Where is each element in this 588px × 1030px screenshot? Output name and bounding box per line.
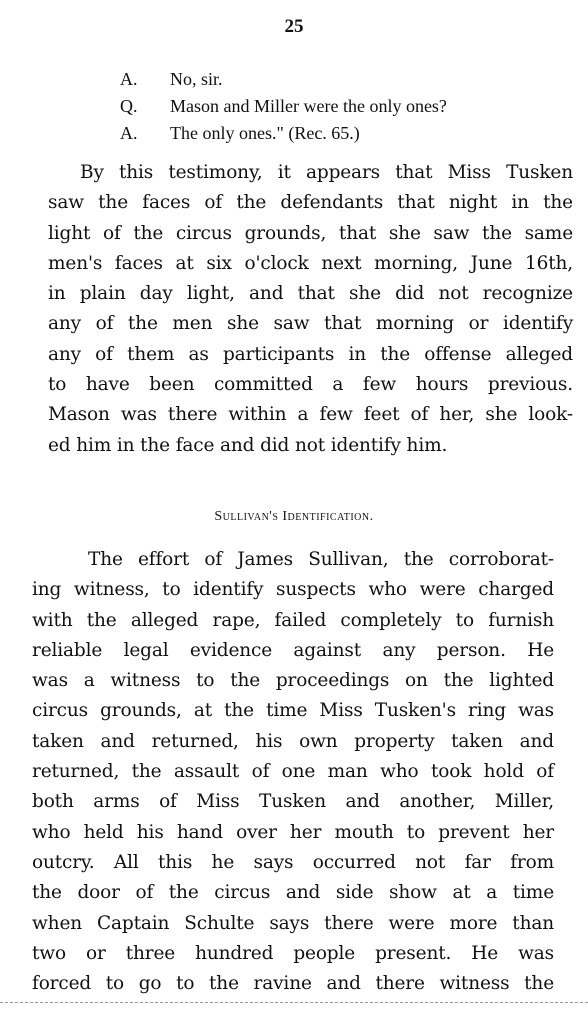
paragraph-line: with the alleged rape, failed completely to furnish	[32, 609, 554, 631]
paragraph-line: The effort of James Sullivan, the corroborat-	[88, 549, 554, 570]
speaker-label: A.	[120, 69, 138, 89]
paragraph-line: to have been committed a few hours previous.	[48, 374, 573, 396]
paragraph-line: was a witness to the proceedings on the lighted	[32, 670, 554, 692]
paragraph-line: in plain day light, and that she did not recognize	[48, 283, 573, 305]
speaker-label: Q.	[120, 96, 138, 116]
page-bottom-edge	[0, 1002, 588, 1003]
paragraph-line: outcry. All this he says occurred not far from	[32, 851, 554, 873]
section-heading: Sullivan's Identification.	[214, 509, 374, 524]
paragraph-line: taken and returned, his own property taken and	[32, 730, 554, 752]
paragraph-line: returned, the assault of one man who took hold of	[32, 761, 554, 783]
testimony-line	[120, 66, 447, 93]
paragraph-testimony-analysis	[48, 158, 573, 461]
paragraph-line: circus grounds, at the time Miss Tusken's ring was	[32, 700, 554, 722]
paragraph-line: By this testimony, it appears that Miss Tusken	[80, 162, 573, 183]
paragraph-line: the door of the circus and side show at a time	[32, 882, 554, 904]
testimony-excerpt	[120, 66, 447, 147]
paragraph-line: light of the circus grounds, that she saw the same	[48, 222, 573, 244]
paragraph-line: saw the faces of the defendants that night in the	[48, 192, 573, 214]
testimony-text: Mason and Miller were the only ones?	[170, 96, 447, 116]
paragraph-line: any of them as participants in the offense alleged	[48, 343, 573, 365]
testimony-line	[120, 120, 447, 147]
paragraph-line: two or three hundred people present. He was	[32, 942, 554, 964]
paragraph-line: ed him in the face and did not identify him.	[48, 434, 448, 456]
paragraph-line: Mason was there within a few feet of her, she look-	[48, 404, 573, 426]
testimony-text: The only ones." (Rec. 65.)	[170, 123, 360, 143]
page-number: 25	[284, 16, 304, 37]
paragraph-line: ing witness, to identify suspects who were charged	[32, 579, 554, 601]
paragraph-line: forced to go to the ravine and there witness the	[32, 973, 554, 995]
paragraph-line: men's faces at six o'clock next morning, June 16th,	[48, 252, 573, 274]
paragraph-line: when Captain Schulte says there were more than	[32, 912, 554, 934]
paragraph-line: both arms of Miss Tusken and another, Miller,	[32, 791, 554, 813]
paragraph-line: any of the men she saw that morning or identify	[48, 313, 573, 335]
paragraph-line: reliable legal evidence against any person. He	[32, 639, 554, 661]
paragraph-line: who held his hand over her mouth to prevent her	[32, 821, 554, 843]
paragraph-sullivan-identification	[32, 545, 554, 999]
testimony-line	[120, 93, 447, 120]
speaker-label: A.	[120, 123, 138, 143]
testimony-text: No, sir.	[170, 69, 223, 89]
